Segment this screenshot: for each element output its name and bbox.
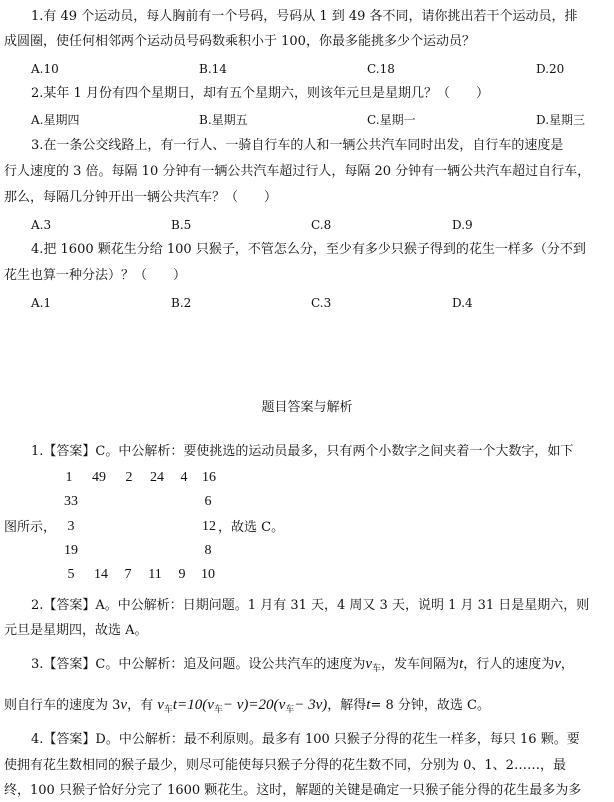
q1-option-c: C.18: [367, 62, 395, 76]
grid-bottom-5: 9: [178, 567, 186, 582]
q2-option-a: A.星期四: [31, 113, 80, 127]
grid-bottom-4: 11: [148, 567, 162, 582]
question-1-line-1: 1.有 49 个运动员，每人胸前有一个号码，号码从 1 到 49 各不同，请你挑出若干个运动员，排: [31, 9, 578, 24]
answer-3-line-1: 3.【答案】C。中公解析：追及问题。设公共汽车的速度为$v_车$，发车间隔为t，行人的速度为v，: [31, 656, 574, 674]
question-3-line-2: 行人速度的 3 倍。每隔 10 分钟有一辆公共汽车超过行人，每隔 20 分钟有一辆公共汽车超过自行车，: [4, 164, 591, 179]
answer-2-line-2: 元旦是星期四，故选 A。: [4, 623, 148, 638]
grid-bottom-3: 7: [124, 567, 132, 582]
question-3-line-3: 那么，每隔几分钟开出一辆公共汽车？（ ）: [4, 190, 278, 205]
answer-3-line-2: 则自行车的速度为 3v，有 $v_车t=10(v_车- v)=20(v_车- 3v)$，解得t= 8 分钟，故选 C。: [4, 697, 490, 715]
equation-part-3: − 3v): [294, 697, 328, 713]
q3-option-c: C.8: [311, 218, 332, 232]
equation-part-2: − v)=20(: [222, 697, 279, 713]
grid-right-2: 12: [202, 519, 216, 534]
q2-option-d: D.星期三: [536, 113, 586, 127]
grid-left-2: 3: [67, 519, 75, 534]
grid-right-1: 6: [204, 494, 212, 509]
q4-option-b: B.2: [171, 296, 192, 310]
grid-top-1: 1: [65, 470, 73, 485]
q3-option-d: D.9: [452, 218, 473, 232]
question-1-line-2: 成圆圈，使任何相邻两个运动员号码数乘积小于 100，你最多能挑多少个运动员？: [4, 34, 475, 49]
answer-1-line-2-prefix: 图所示，: [4, 520, 57, 535]
equation-v-che: v: [157, 697, 164, 713]
q1-option-a: A.10: [31, 62, 59, 76]
var-v: v: [365, 656, 373, 672]
grid-top-5: 4: [180, 470, 188, 485]
answer-4-line-1: 4.【答案】D。中公解析：最不利原则。最多有 100 只猴子分得的花生一样多，每只 16 颗。要: [31, 732, 580, 747]
grid-bottom-2: 14: [94, 567, 108, 582]
answer-4-line-2: 使拥有花生数相同的猴子最少，则尽可能使每只猴子分得的花生数不同，分别为 0、1、2……，最: [4, 758, 566, 773]
grid-bottom-1: 5: [67, 567, 75, 582]
grid-top-4: 24: [150, 470, 164, 485]
question-3-line-1: 3.在一条公交线路上，有一行人、一骑自行车的人和一辆公共汽车同时出发，自行车的速度是: [31, 138, 564, 153]
grid-left-1: 33: [64, 494, 78, 509]
q3-option-a: A.3: [31, 218, 52, 232]
q1-option-d: D.20: [536, 62, 565, 76]
q3-option-b: B.5: [171, 218, 192, 232]
q2-option-c: C.星期一: [367, 113, 416, 127]
q2-option-b: B.星期五: [199, 113, 248, 127]
q4-option-d: D.4: [452, 296, 473, 310]
section-title: 题目答案与解析: [261, 400, 353, 415]
q4-option-a: A.1: [31, 296, 52, 310]
var-v-walker: v: [554, 656, 561, 672]
answer-1-line-1: 1.【答案】C。中公解析：要使挑选的运动员最多，只有两个小数字之间夹着一个大数字，如下: [31, 444, 574, 459]
answer-1-line-2-suffix: ，故选 C。: [218, 520, 285, 535]
grid-right-3: 8: [204, 543, 212, 558]
grid-top-3: 2: [125, 470, 133, 485]
var-t: t: [459, 656, 464, 672]
question-4-line-1: 4.把 1600 颗花生分给 100 只猴子，不管怎么分，至少有多少只猴子得到的花生一样多（分不到: [31, 242, 586, 257]
q4-option-c: C.3: [311, 296, 332, 310]
grid-bottom-6: 10: [201, 567, 215, 582]
number-circle-grid: [55, 470, 225, 590]
answer-4-line-3: 终，100 只猴子恰好分完了 1600 颗花生。这时，解题的关键是确定一只猴子能分得的花生最多为多: [4, 783, 582, 798]
question-2-line-1: 2.某年 1 月份有四个星期日，却有五个星期六，则该年元旦是星期几？（ ）: [31, 86, 489, 101]
q1-option-b: B.14: [199, 62, 227, 76]
equation-part-1: t=10(: [172, 697, 208, 713]
question-4-line-2: 花生也算一种分法）？（ ）: [4, 268, 187, 283]
subscript-che: 车: [372, 664, 382, 674]
grid-top-6: 16: [202, 470, 216, 485]
grid-top-2: 49: [92, 470, 106, 485]
answer-2-line-1: 2.【答案】A。中公解析：日期问题。1 月有 31 天，4 周又 3 天，说明 1 月 31 日是星期六，则: [31, 598, 590, 613]
grid-left-3: 19: [64, 543, 78, 558]
